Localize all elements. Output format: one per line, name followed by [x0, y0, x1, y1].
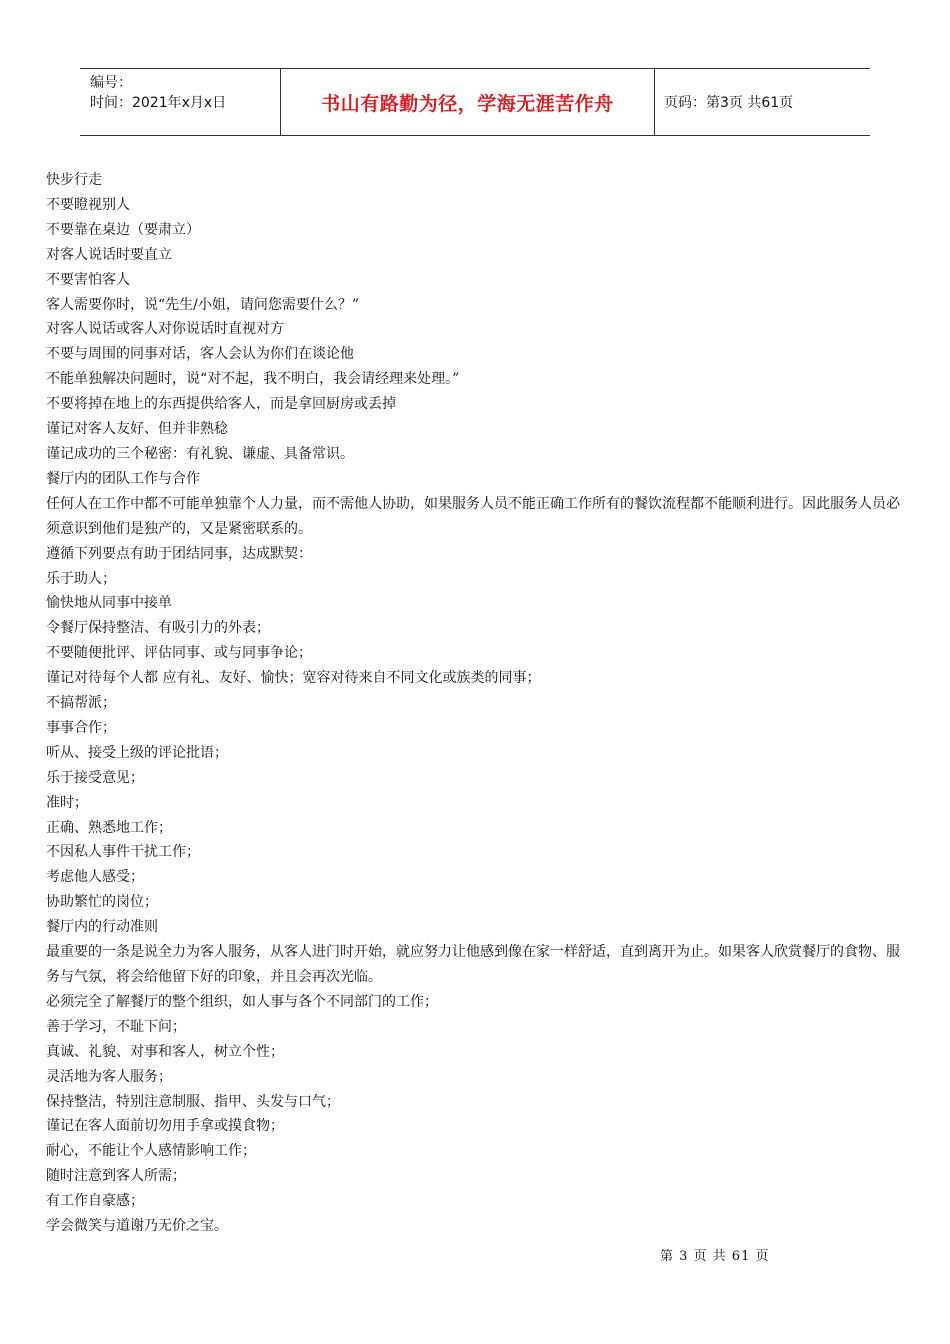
text-line: 保持整洁，特别注意制服、指甲、头发与口气；: [46, 1093, 340, 1110]
text-line: 谨记对待每个人都 应有礼、友好、愉快；宽容对待来自不同文化或族类的同事；: [46, 670, 541, 687]
text-line: 听从、接受上级的评论批语；: [46, 744, 228, 761]
text-line: 有工作自豪感；: [46, 1193, 144, 1210]
text-line: 遵循下列要点有助于团结同事，达成默契：: [46, 545, 312, 562]
text-line: 愉快地从同事中接单: [46, 595, 172, 612]
section-heading: 餐厅内的行动准则: [46, 919, 158, 936]
text-line: 对客人说话或客人对你说话时直视对方: [46, 321, 284, 338]
text-line: 谨记成功的三个秘密：有礼貌、谦虚、具备常识。: [46, 445, 354, 462]
text-line: 协助繁忙的岗位；: [46, 894, 158, 911]
text-line: 考虑他人感受；: [46, 869, 144, 886]
text-line: 正确、熟悉地工作；: [46, 819, 172, 836]
text-line: 不搞帮派；: [46, 695, 116, 712]
text-line: 不要靠在桌边（要肃立）: [46, 221, 200, 238]
text-line: 事事合作；: [46, 719, 116, 736]
text-line: 随时注意到客人所需；: [46, 1168, 186, 1185]
text-line: 不要将掉在地上的东西提供给客人，而是拿回厨房或丢掉: [46, 396, 396, 413]
header-motto: 书山有路勤为径，学海无涯苦作舟: [321, 92, 614, 115]
page-header: [80, 68, 870, 136]
text-line: 快步行走: [46, 172, 102, 188]
text-line: 对客人说话时要直立: [46, 246, 172, 263]
text-line: 不要与周围的同事对话，客人会认为你们在谈论他: [46, 346, 354, 363]
header-page-info: 页码：第3页 共61页: [664, 95, 794, 111]
page-footer: 第 3 页 共 61 页: [660, 1249, 770, 1264]
text-line: 谨记在客人面前切勿用手拿或摸食物；: [46, 1118, 284, 1135]
section-heading: 餐厅内的团队工作与合作: [46, 470, 200, 487]
text-line: 令餐厅保持整洁、有吸引力的外表；: [46, 620, 270, 637]
text-line: 准时；: [46, 794, 88, 811]
text-line: 学会微笑与道谢乃无价之宝。: [46, 1218, 228, 1235]
date-label: 时间：2021年x月x日: [90, 95, 227, 111]
header-divider: [654, 69, 655, 135]
code-label: 编号：: [90, 75, 132, 91]
text-line: 必须完全了解餐厅的整个组织，如人事与各个不同部门的工作；: [46, 993, 438, 1010]
text-line: 不要瞪视别人: [46, 196, 130, 213]
text-line: 谨记对客人友好、但并非熟稔: [46, 421, 228, 438]
text-line: 耐心，不能让个人感情影响工作；: [46, 1143, 256, 1160]
text-line: 不因私人事件干扰工作；: [46, 844, 200, 861]
text-paragraph: 任何人在工作中都不可能单独靠个人力量，而不需他人协助，如果服务人员不能正确工作所有的餐饮流程都不能顺利进行。因此服务人员必须意识到他们是独产的，又是紧密联系的。: [46, 495, 900, 537]
text-line: 乐于助人；: [46, 570, 116, 587]
text-line: 客人需要你时，说“先生/小姐，请问您需要什么？”: [46, 296, 360, 313]
text-line: 乐于接受意见；: [46, 769, 144, 786]
text-line: 不能单独解决问题时，说“对不起，我不明白，我会请经理来处理。”: [46, 371, 460, 388]
header-meta: [90, 73, 280, 113]
text-line: 灵活地为客人服务；: [46, 1068, 172, 1085]
document-body: [46, 168, 908, 1239]
text-line: 善于学习，不耻下问；: [46, 1018, 186, 1035]
text-line: 真诚、礼貌、对事和客人，树立个性；: [46, 1043, 284, 1060]
text-line: 不要害怕客人: [46, 271, 130, 288]
text-line: 不要随便批评、评估同事、或与同事争论；: [46, 645, 312, 662]
text-paragraph: 最重要的一条是说全力为客人服务，从客人进门时开始，就应努力让他感到像在家一样舒适，直到离开为止。如果客人欣赏餐厅的食物、服务与气氛，将会给他留下好的印象，并且会再次光临。: [46, 944, 900, 985]
